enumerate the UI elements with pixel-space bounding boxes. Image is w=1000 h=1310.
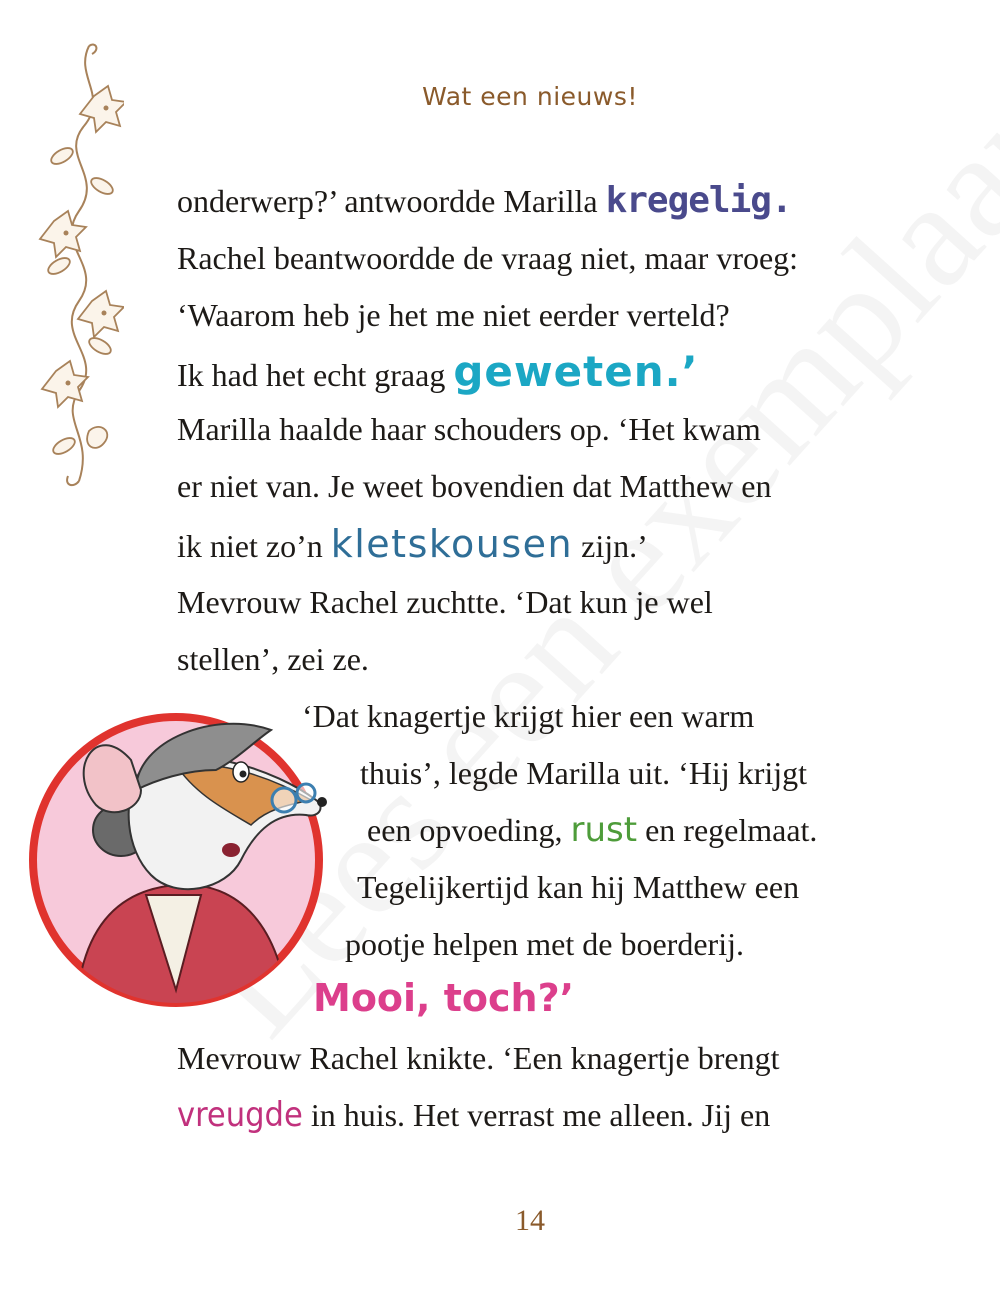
text-line-9 — [177, 639, 369, 679]
highlight-word-vreugde: vreugde — [177, 1095, 303, 1135]
text-line-1-body: onderwerp?’ antwoordde Marilla — [177, 183, 606, 219]
running-header: Wat een nieuws! — [422, 82, 638, 111]
text-line-3-body: ‘Waarom heb je het me niet eerder verteld? — [177, 297, 730, 333]
text-line-10-body: ‘Dat knagertje krijgt hier een warm — [302, 698, 755, 734]
text-line-2 — [177, 238, 798, 278]
mouse-portrait-illustration — [26, 700, 336, 1010]
page-number: 14 — [515, 1204, 545, 1237]
text-line-12-tail: en regelmaat. — [637, 812, 818, 848]
text-line-8-body: Mevrouw Rachel zuchtte. ‘Dat kun je wel — [177, 584, 713, 620]
text-line-7-body: ik niet zo’n — [177, 528, 331, 564]
text-line-8 — [177, 582, 713, 622]
highlight-word-kletskousen: kletskousen — [330, 522, 574, 566]
text-line-13 — [357, 867, 799, 907]
text-line-13-body: Tegelijkertijd kan hij Matthew een — [357, 869, 800, 905]
text-line-14-body: pootje helpen met de boerderij. — [345, 926, 744, 962]
highlight-word-rust: rust — [570, 810, 638, 850]
text-line-12 — [367, 810, 817, 850]
text-line-17 — [177, 1095, 770, 1135]
highlight-word-kregelig: kregelig. — [605, 180, 792, 221]
text-line-11 — [360, 753, 807, 793]
text-line-12-body: een opvoeding, — [367, 812, 571, 848]
text-line-16 — [177, 1038, 779, 1078]
text-line-7 — [177, 524, 648, 566]
text-line-1 — [177, 181, 792, 221]
text-line-14 — [345, 924, 744, 964]
text-line-9-body: stellen’, zei ze. — [177, 641, 369, 677]
text-line-4-body: Ik had het echt graag — [177, 357, 454, 393]
text-line-7-tail: zijn.’ — [573, 528, 648, 564]
text-line-2-body: Rachel beantwoordde de vraag niet, maar vroeg: — [177, 240, 799, 276]
text-line-6-body: er niet van. Je weet bovendien dat Matthew en — [177, 468, 772, 504]
text-line-4 — [177, 347, 699, 396]
text-line-16-body: Mevrouw Rachel knikte. ‘Een knagertje brengt — [177, 1040, 780, 1076]
text-line-10 — [302, 696, 754, 736]
highlight-word-geweten: geweten.’ — [453, 347, 699, 396]
text-line-6 — [177, 466, 771, 506]
text-line-3 — [177, 295, 730, 335]
text-line-15 — [313, 978, 574, 1020]
text-line-5-body: Marilla haalde haar schouders op. ‘Het kwam — [177, 411, 761, 447]
highlight-phrase-mooi-toch: Mooi, toch?’ — [313, 976, 575, 1020]
text-line-5 — [177, 409, 761, 449]
text-line-17-tail: in huis. Het verrast me alleen. Jij en — [302, 1097, 771, 1133]
floral-vine-icon — [34, 36, 124, 496]
text-line-11-body: thuis’, legde Marilla uit. ‘Hij krijgt — [360, 755, 808, 791]
